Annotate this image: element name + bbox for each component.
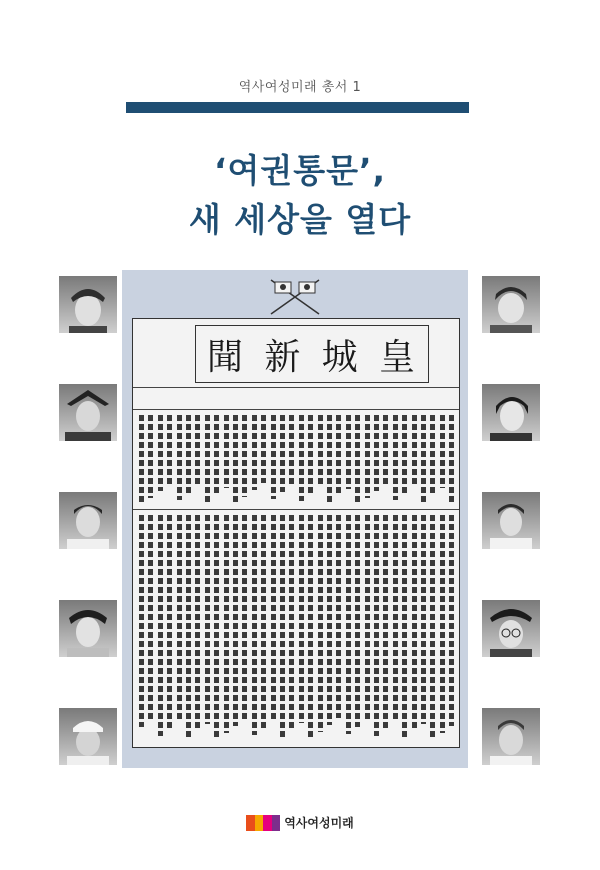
text-line (402, 415, 407, 493)
text-line (318, 515, 323, 732)
text-line (280, 515, 285, 737)
divider (133, 387, 459, 388)
text-line (224, 415, 229, 488)
portrait-photo (59, 384, 117, 441)
text-line (177, 515, 182, 722)
book-title-line-1: ‘여권통문’, (213, 151, 387, 190)
masthead-char: 皇 (378, 336, 417, 378)
text-line (355, 515, 360, 727)
text-line (374, 415, 379, 491)
text-line (412, 515, 417, 731)
crossed-flags-icon (265, 276, 325, 316)
text-line (430, 515, 435, 740)
portrait-photo (59, 600, 117, 657)
text-line (365, 515, 370, 720)
portrait-photo (482, 492, 540, 549)
masthead-char: 城 (321, 336, 360, 378)
portrait-photo (482, 600, 540, 657)
text-line (280, 415, 285, 492)
text-line (177, 415, 182, 500)
text-line (271, 515, 276, 721)
text-line (365, 415, 370, 498)
divider (133, 509, 459, 510)
text-line (214, 415, 219, 495)
publisher-logo-icon (246, 815, 280, 831)
text-line (374, 515, 379, 736)
text-line (252, 515, 257, 735)
text-line (289, 515, 294, 730)
text-line (327, 515, 332, 725)
text-line (195, 415, 200, 486)
text-line (308, 515, 313, 739)
text-line (195, 515, 200, 731)
text-line (412, 415, 417, 486)
text-line (167, 415, 172, 484)
text-line (355, 415, 360, 505)
text-line (308, 415, 313, 494)
text-line (148, 415, 153, 498)
text-line (383, 415, 388, 484)
text-line (214, 515, 219, 740)
text-line (158, 515, 163, 736)
text-line (205, 415, 210, 502)
text-line (336, 415, 341, 496)
logo-stripe (263, 815, 272, 831)
portrait-photo (482, 276, 540, 333)
text-line (261, 415, 266, 483)
masthead-char: 聞 (207, 336, 246, 378)
text-line (440, 415, 445, 488)
text-line (402, 515, 407, 738)
text-line (421, 515, 426, 724)
logo-stripe (272, 815, 281, 831)
text-line (440, 515, 445, 733)
masthead-char: 新 (264, 336, 303, 378)
text-line (318, 415, 323, 487)
text-line (233, 415, 238, 504)
text-line (449, 415, 454, 504)
text-line (336, 515, 341, 718)
text-line (242, 515, 247, 719)
publisher (0, 814, 600, 831)
text-line (430, 415, 435, 495)
text-line (449, 515, 454, 726)
text-line (383, 515, 388, 729)
text-line (271, 415, 276, 499)
text-line (289, 415, 294, 485)
logo-stripe (246, 815, 255, 831)
text-line (139, 515, 144, 727)
text-line (327, 415, 332, 503)
text-line (186, 415, 191, 493)
text-line (158, 415, 163, 491)
text-line (205, 515, 210, 724)
book-title-line-2: 새 세상을 열다 (188, 200, 412, 239)
publisher-name: 역사여성미래 (284, 816, 354, 830)
divider (133, 409, 459, 410)
title-rule (126, 102, 469, 113)
text-line (299, 515, 304, 723)
logo-stripe (255, 815, 264, 831)
masthead-border (195, 325, 429, 383)
text-line (393, 515, 398, 722)
text-line (393, 415, 398, 500)
text-line (299, 415, 304, 501)
text-line (139, 415, 144, 505)
text-line (167, 515, 172, 729)
text-line (186, 515, 191, 738)
portrait-photo (59, 708, 117, 765)
text-line (261, 515, 266, 728)
text-line (224, 515, 229, 733)
text-line (421, 415, 426, 502)
text-line (346, 515, 351, 734)
text-line (148, 515, 153, 720)
portrait-photo (482, 708, 540, 765)
portrait-photo (59, 276, 117, 333)
series-label: 역사여성미래 총서 1 (238, 80, 362, 95)
text-line (252, 415, 257, 490)
text-line (233, 515, 238, 726)
newspaper-image (122, 270, 468, 768)
text-line (346, 415, 351, 489)
portrait-photo (482, 384, 540, 441)
portrait-photo (59, 492, 117, 549)
text-line (242, 415, 247, 497)
